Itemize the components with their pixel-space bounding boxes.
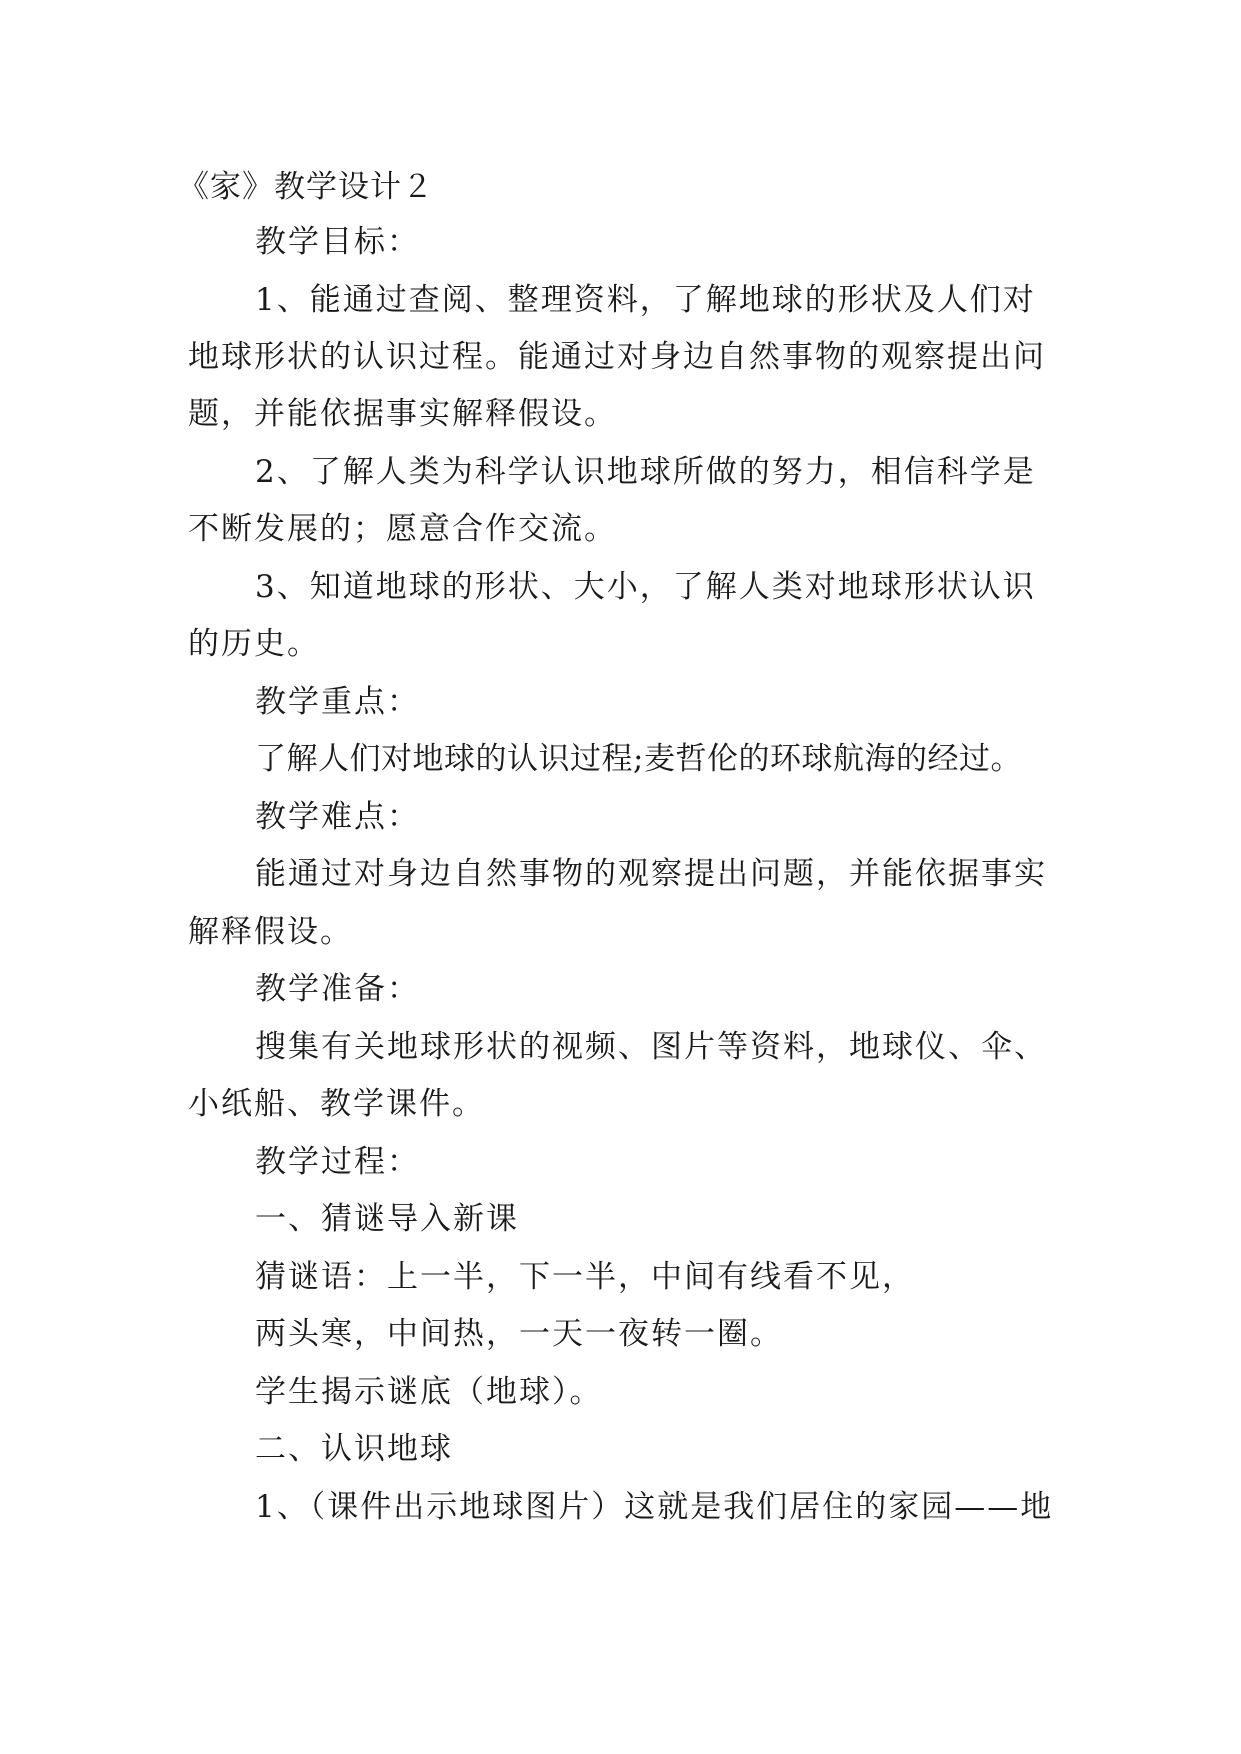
paragraph-line: 小纸船、教学课件。 — [188, 1086, 485, 1122]
paragraph-line: 3、知道地球的形状、大小，了解人类对地球形状认识 — [255, 569, 1036, 605]
paragraph-line: 了解人们对地球的认识过程;麦哲伦的环球航海的经过。 — [255, 741, 1022, 777]
heading-objectives: 教学目标： — [255, 224, 420, 260]
heading-process: 教学过程： — [255, 1144, 420, 1180]
paragraph-line: 能通过对身边自然事物的观察提出问题，并能依据事实 — [255, 856, 1047, 892]
paragraph-line: 两头寒，中间热，一天一夜转一圈。 — [255, 1316, 783, 1352]
heading-preparation: 教学准备： — [255, 971, 420, 1007]
heading-key-points: 教学重点： — [255, 684, 420, 720]
paragraph-line: 不断发展的；愿意合作交流。 — [188, 511, 617, 547]
paragraph-line: 解释假设。 — [188, 914, 353, 950]
heading-difficulties: 教学难点： — [255, 799, 420, 835]
paragraph-line: 搜集有关地球形状的视频、图片等资料，地球仪、伞、 — [255, 1029, 1047, 1065]
paragraph-line: 2、了解人类为科学认识地球所做的努力，相信科学是 — [255, 454, 1036, 490]
paragraph-line: 题，并能依据事实解释假设。 — [188, 396, 617, 432]
paragraph-line: 1、（课件出示地球图片）这就是我们居住的家园——地 — [255, 1489, 1054, 1525]
section-heading: 二、认识地球 — [255, 1431, 453, 1467]
paragraph-line: 地球形状的认识过程。能通过对身边自然事物的观察提出问 — [188, 339, 1046, 375]
paragraph-line: 学生揭示谜底（地球）。 — [255, 1374, 603, 1410]
paragraph-line: 猜谜语：上一半，下一半，中间有线看不见， — [255, 1259, 915, 1295]
document-title: 《家》教学设计２ — [178, 169, 434, 205]
paragraph-line: 的历史。 — [188, 626, 320, 662]
paragraph-line: 1、能通过查阅、整理资料，了解地球的形状及人们对 — [255, 282, 1036, 318]
section-heading: 一、猜谜导入新课 — [255, 1201, 519, 1237]
